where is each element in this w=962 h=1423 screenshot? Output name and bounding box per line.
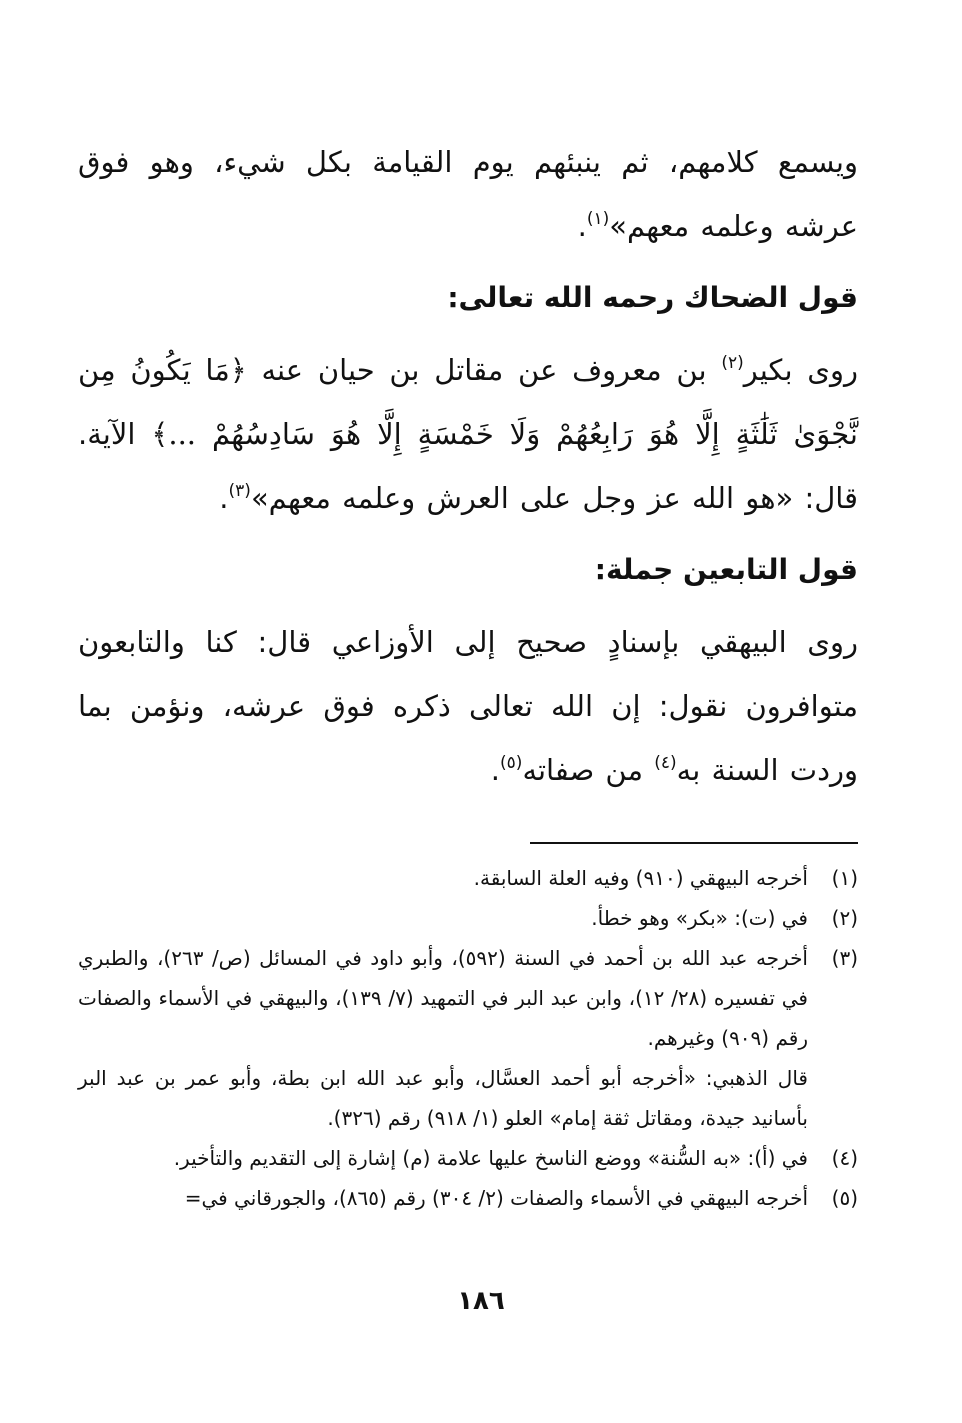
footnote-3: [78, 938, 858, 1138]
footnote-text: في (أ): «به السُّنة» ووضع الناسخ عليها علامة (م) إشارة إلى التقديم والتأخير.: [173, 1146, 808, 1170]
footnote-number: (٢): [831, 906, 858, 930]
paragraph-1: [78, 130, 858, 258]
footnote-ref-3[interactable]: (٣): [228, 481, 251, 501]
page-number: ١٨٦: [457, 1286, 505, 1316]
paragraph-3-end: .: [490, 753, 501, 787]
footnote-4: [78, 1138, 858, 1178]
footnote-text: أخرجه البيهقي في الأسماء والصفات (٢/ ٣٠٤) رقم (٨٦٥)، والجورقاني في=: [184, 1186, 808, 1210]
footnote-ref-5[interactable]: (٥): [500, 753, 523, 773]
page-content: [78, 130, 858, 1218]
footnote-text: أخرجه البيهقي (٩١٠) وفيه العلة السابقة.: [473, 866, 808, 890]
heading-dahhak: قول الضحاك رحمه الله تعالى:: [447, 281, 858, 314]
footnote-text: أخرجه عبد الله بن أحمد في السنة (٥٩٢)، وأبو داود في المسائل (ص/ ٢٦٣)، والطبري في تفسيره (٢٨/ ١٢)، وابن عبد البر في التمهيد (٧/ ١٣٩)، والبيهقي في الأسماء والصفات رقم (٩٠٩) وغيرهم.: [78, 946, 808, 1050]
footnote-5: [78, 1178, 858, 1218]
footnote-body: [78, 1138, 808, 1178]
footnotes-list: [78, 858, 858, 1218]
footnote-text: في (ت): «بكر» وهو خطأ.: [591, 906, 808, 930]
quran-verse: ﴿مَا يَكُونُ مِن نَّجْوَىٰ ثَلَٰثَةٍ إِلَّا هُوَ رَابِعُهُمْ وَلَا خَمْسَةٍ إِلَّا هُوَ سَادِسُهُمْ ...﴾: [78, 353, 858, 451]
footnote-divider: [530, 842, 858, 844]
footnote-ref-4[interactable]: (٤): [654, 753, 677, 773]
footnote-ref-1[interactable]: (١): [586, 209, 610, 229]
footnote-2: [78, 898, 858, 938]
footnote-number: (٥): [831, 1186, 858, 1210]
footnote-number: (١): [831, 866, 858, 890]
footnote-body: [78, 1178, 808, 1218]
footnote-ref-2[interactable]: (٢): [721, 353, 744, 373]
paragraph-2-end: .: [219, 481, 229, 515]
paragraph-1-text: ويسمع كلامهم، ثم ينبئهم يوم القيامة بكل شيء، وهو فوق عرشه وعلمه معهم»: [78, 145, 858, 243]
footnote-number: (٤): [831, 1146, 858, 1170]
paragraph-3: [78, 610, 858, 802]
footnote-number: (٣): [831, 946, 858, 970]
heading-tabieen: قول التابعين جملة:: [594, 553, 858, 586]
paragraph-2-text-b: بن معروف عن مقاتل بن حيان عنه: [246, 353, 722, 387]
footnote-body: [78, 858, 808, 898]
paragraph-2: [78, 338, 858, 530]
footnote-text-dhahabi: قال الذهبي: «أخرجه أبو أحمد العسَّال، وأبو عبد الله ابن بطة، وأبو عمر بن عبد البر بأسانيد جيدة، ومقاتل ثقة إمام» العلو (١/ ٩١٨) رقم (٣٢٦).: [78, 1066, 808, 1130]
paragraph-1-end: .: [577, 209, 587, 243]
paragraph-2-text-c: الآية. قال: «هو الله عز وجل على العرش وعلمه معهم»: [78, 417, 858, 515]
footnote-body: [78, 898, 808, 938]
footnote-body: [78, 938, 808, 1138]
paragraph-2-text-a: روى بكير: [743, 353, 859, 387]
footnote-1: [78, 858, 858, 898]
paragraph-3-text-a: روى البيهقي بإسنادٍ صحيح إلى الأوزاعي قال: كنا والتابعون متوافرون نقول: إن الله تعالى ذكره فوق عرشه، ونؤمن بما وردت السنة به: [78, 625, 858, 787]
paragraph-3-text-b: من صفاته: [522, 753, 655, 787]
